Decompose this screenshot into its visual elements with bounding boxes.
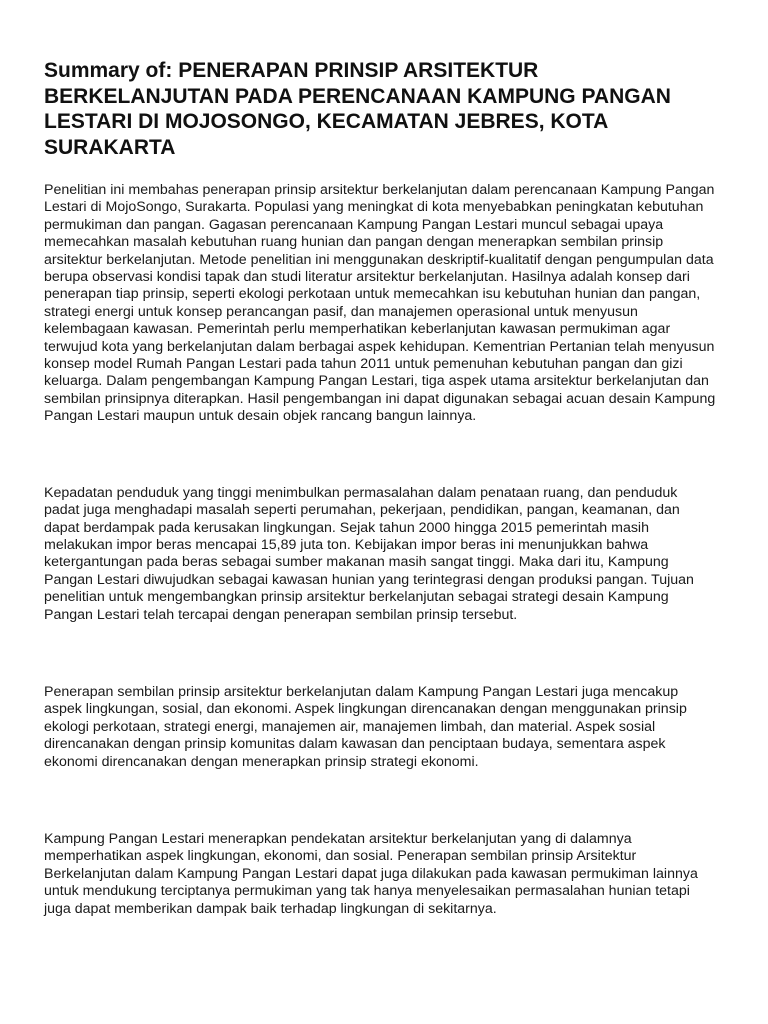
document-title: Summary of: PENERAPAN PRINSIP ARSITEKTUR BERKELANJUTAN PADA PERENCANAAN KAMPUNG PANGAN LESTARI DI MOJOSONGO, KECAMATAN JEBRES, KOTA SURAKARTA	[44, 59, 671, 159]
paragraph-background: Kepadatan penduduk yang tinggi menimbulkan permasalahan dalam penataan ruang, dan penduduk padat juga menghadapi masalah seperti perumahan, pekerjaan, pendidikan, pangan, keamanan, dan dapat berdampak pada kerusakan lingkungan. Sejak tahun 2000 hingga 2015 pemerintah masih melakukan impor beras mencapai 15,89 juta ton. Kebijakan impor beras ini menunjukkan bahwa ketergantungan pada beras sebagai sumber makanan masih sangat tinggi. Maka dari itu, Kampung Pangan Lestari diwujudkan sebagai kawasan hunian yang terintegrasi dengan produksi pangan. Tujuan penelitian untuk mengembangkan prinsip arsitektur berkelanjutan sebagai strategi desain Kampung Pangan Lestari telah tercapai dengan penerapan sembilan prinsip tersebut.	[44, 484, 694, 623]
paragraph-summary: Penelitian ini membahas penerapan prinsip arsitektur berkelanjutan dalam perencanaan Kampung Pangan Lestari di MojoSongo, Surakarta. Populasi yang meningkat di kota menyebabkan peningkatan kebutuhan permukiman dan pangan. Gagasan perencanaan Kampung Pangan Lestari muncul sebagai upaya memecahkan masalah kebutuhan ruang hunian dan pangan dengan menerapkan sembilan prinsip arsitektur berkelanjutan. Metode penelitian ini menggunakan deskriptif-kualitatif dengan pengumpulan data berupa observasi kondisi tapak dan studi literatur arsitektur berkelanjutan. Hasilnya adalah konsep dari penerapan tiap prinsip, seperti ekologi perkotaan untuk memecahkan isu kebutuhan hunian dan pangan, strategi energi untuk konsep perancangan pasif, dan manajemen operasional untuk menyusun kelembagaan kawasan. Pemerintah perlu memperhatikan keberlanjutan kawasan permukiman agar terwujud kota yang berkelanjutan dalam berbagai aspek kehidupan. Kementrian Pertanian telah menyusun konsep model Rumah Pangan Lestari pada tahun 2011 untuk pemenuhan kebutuhan pangan dan gizi keluarga. Dalam pengembangan Kampung Pangan Lestari, tiga aspek utama arsitektur berkelanjutan dan sembilan prinsipnya diterapkan. Hasil pengembangan ini dapat digunakan sebagai acuan desain Kampung Pangan Lestari maupun untuk desain objek rancang bangun lainnya.	[44, 182, 716, 425]
document-page	[44, 58, 716, 918]
paragraph-conclusion: Kampung Pangan Lestari menerapkan pendekatan arsitektur berkelanjutan yang di dalamnya memperhatikan aspek lingkungan, ekonomi, dan sosial. Penerapan sembilan prinsip Arsitektur Berkelanjutan dalam Kampung Pangan Lestari dapat juga dilakukan pada kawasan permukiman lainnya untuk mendukung terciptanya permukiman yang tak hanya menyelesaikan permasalahan hunian tetapi juga dapat memberikan dampak baik terhadap lingkungan di sekitarnya.	[44, 830, 698, 917]
paragraph-aspects: Penerapan sembilan prinsip arsitektur berkelanjutan dalam Kampung Pangan Lestari juga mencakup aspek lingkungan, sosial, dan ekonomi. Aspek lingkungan direncanakan dengan menggunakan prinsip ekologi perkotaan, strategi energi, manajemen air, manajemen limbah, dan material. Aspek sosial direncanakan dengan prinsip komunitas dalam kawasan dan penciptaan budaya, sementara aspek ekonomi direncanakan dengan menerapkan prinsip strategi ekonomi.	[44, 683, 687, 770]
